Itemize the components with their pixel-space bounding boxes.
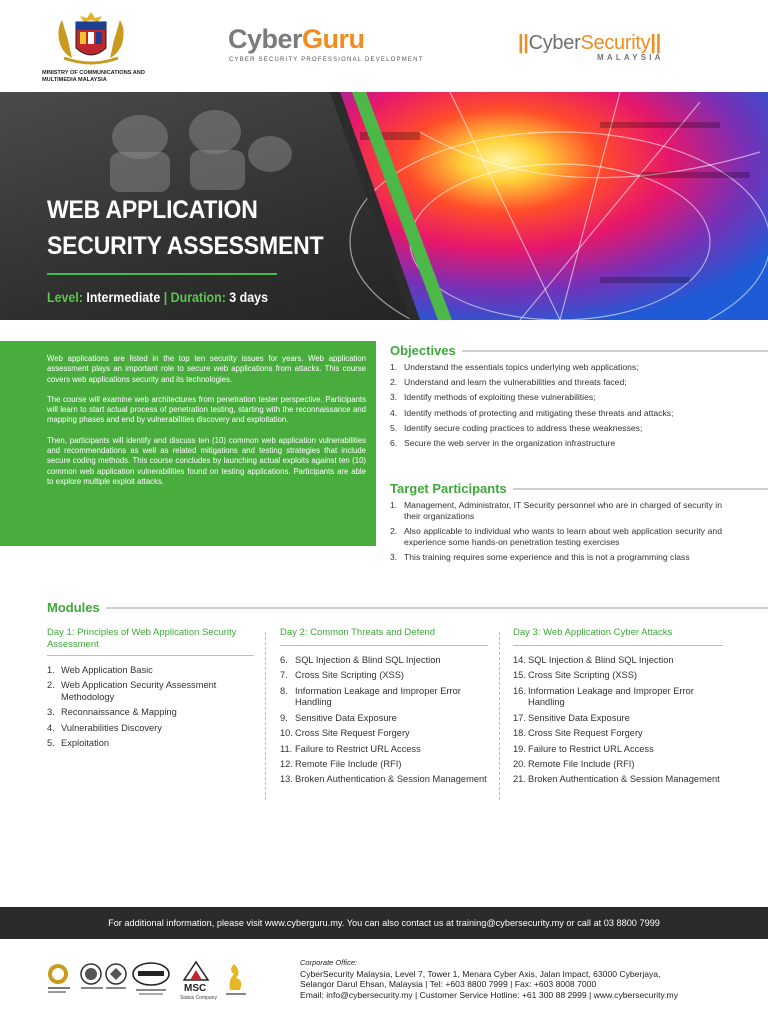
list-item-number: 5. bbox=[390, 422, 398, 433]
list-item-number: 12. bbox=[280, 758, 293, 769]
list-item-number: 19. bbox=[513, 743, 526, 754]
day-title: Day 1: Principles of Web Application Security Assessment bbox=[47, 627, 254, 656]
list-item-number: 8. bbox=[280, 685, 288, 696]
corporate-office-address bbox=[300, 958, 678, 1000]
list-item-text: Web Application Basic bbox=[61, 665, 153, 675]
list-item-text: Cross Site Request Forgery bbox=[528, 728, 643, 739]
list-item-text: Identify methods of protecting and mitigating these threats and attacks; bbox=[404, 407, 674, 418]
msc-status-icon bbox=[180, 962, 217, 1000]
list-item-text: Remote File Include (RFI) bbox=[295, 758, 402, 769]
course-meta: Level: Intermediate | Duration: 3 days bbox=[47, 290, 268, 305]
list-item-number: 16. bbox=[513, 685, 526, 696]
title-underline bbox=[47, 273, 277, 275]
list-item-text: Information Leakage and Improper Error Handling bbox=[528, 685, 694, 708]
list-item-number: 6. bbox=[280, 655, 288, 665]
list-item-number: 13. bbox=[280, 774, 293, 785]
list-item-number: 1. bbox=[47, 665, 55, 675]
list-item-text: Information Leakage and Improper Error Handling bbox=[295, 685, 461, 708]
day-title: Day 3: Web Application Cyber Attacks bbox=[513, 627, 723, 646]
list-item bbox=[390, 408, 722, 419]
list-item-number: 2. bbox=[47, 680, 55, 691]
list-item-text: Sensitive Data Exposure bbox=[528, 712, 630, 723]
list-item bbox=[280, 670, 488, 682]
list-item bbox=[390, 423, 722, 434]
module-day-2 bbox=[280, 627, 488, 790]
course-title: WEB APPLICATION SECURITY ASSESSMENT bbox=[47, 196, 324, 260]
list-item-number: 15. bbox=[513, 670, 526, 681]
list-item-text: Secure the web server in the organization infrastructure bbox=[404, 437, 616, 448]
level-label: Level: bbox=[47, 290, 83, 305]
ministry-label: MINISTRY OF COMMUNICATIONS AND MULTIMEDIA MALAYSIA bbox=[42, 70, 145, 83]
list-item-text: SQL Injection & Blind SQL Injection bbox=[295, 655, 441, 665]
list-item-text: Vulnerabilities Discovery bbox=[61, 722, 162, 733]
list-item-text: SQL Injection & Blind SQL Injection bbox=[528, 655, 674, 665]
award-emblem-icon bbox=[226, 964, 246, 995]
column-divider bbox=[265, 632, 266, 800]
list-item-text: This training requires some experience and this is not a programming class bbox=[404, 551, 690, 562]
list-item-text: Reconnaissance & Mapping bbox=[61, 707, 177, 718]
svg-text:Status Company: Status Company bbox=[180, 995, 217, 1000]
sirim-badge-icon bbox=[48, 964, 70, 993]
ukas-certification-icon bbox=[106, 964, 126, 989]
list-item-text: Understand the essentials topics underlying web applications; bbox=[404, 362, 639, 372]
list-item-number: 2. bbox=[390, 377, 398, 388]
list-item-text: Broken Authentication & Session Management bbox=[528, 774, 720, 785]
list-item-text: Web Application Security Assessment Methodology bbox=[61, 680, 217, 702]
duration-label: Duration: bbox=[170, 290, 226, 305]
module-list bbox=[513, 655, 723, 786]
malaysia-coat-of-arms-icon bbox=[54, 10, 128, 68]
list-item-number: 10. bbox=[280, 728, 293, 739]
cybersecurity-malaysia-logo: ||CyberSecurity|| bbox=[518, 32, 661, 54]
list-item bbox=[47, 680, 254, 703]
list-item bbox=[390, 526, 722, 548]
list-item bbox=[513, 655, 723, 667]
list-item bbox=[47, 665, 254, 677]
list-item bbox=[513, 686, 723, 709]
contact-info-bar bbox=[0, 907, 768, 939]
target-participants-heading: Target Participants bbox=[390, 481, 768, 496]
list-item-text: Identify secure coding practices to address these weaknesses; bbox=[404, 422, 643, 433]
list-item bbox=[513, 759, 723, 771]
list-item-number: 4. bbox=[390, 407, 398, 418]
contact-info-text: For additional information, please visit www.cyberguru.my. You can also contact us at training@cybersecurity.my or call at 03 8800 7999 bbox=[108, 918, 660, 928]
list-item bbox=[280, 713, 488, 725]
hero-banner bbox=[0, 92, 768, 320]
list-item-text: Cross Site Scripting (XSS) bbox=[295, 670, 405, 681]
list-item bbox=[390, 392, 722, 403]
list-item bbox=[390, 500, 722, 522]
office-address-line: Selangor Darul Ehsan, Malaysia | Tel: +603 8800 7999 | Fax: +603 8008 7000 bbox=[300, 979, 597, 990]
list-item-text: Broken Authentication & Session Management bbox=[295, 774, 487, 785]
list-item bbox=[390, 377, 722, 388]
module-list bbox=[47, 665, 254, 750]
list-item bbox=[280, 655, 488, 667]
list-item-number: 11. bbox=[280, 743, 293, 754]
objectives-list bbox=[390, 362, 722, 453]
list-item-number: 2. bbox=[390, 525, 398, 536]
description-paragraph: Then, participants will identify and discuss ten (10) common web application vulnerabilities and recommendations as well as related mitigations and testing strategies that include secure coding methods. This course concludes by launching actual exploits against ten (10) common web application vulnerabilities found on testing applications. Participants are able to explore multiple exploit attacks. bbox=[47, 435, 366, 486]
list-item-number: 3. bbox=[47, 707, 55, 718]
office-label: Corporate Office: bbox=[300, 958, 358, 967]
list-item bbox=[513, 713, 723, 725]
office-contact-line: Email: info@cybersecurity.my | Customer Service Hotline: +61 300 88 2999 | www.cybersecurity.my bbox=[300, 989, 679, 1000]
cyberguru-tagline: CYBER SECURITY PROFESSIONAL DEVELOPMENT bbox=[229, 57, 424, 63]
course-description bbox=[0, 341, 376, 546]
svg-text:MSC: MSC bbox=[184, 983, 207, 994]
list-item bbox=[390, 438, 722, 449]
module-day-1 bbox=[47, 627, 254, 754]
list-item bbox=[513, 728, 723, 740]
list-item bbox=[47, 738, 254, 750]
certification-logos bbox=[44, 960, 284, 1000]
list-item-number: 17. bbox=[513, 712, 526, 723]
list-item-number: 21. bbox=[513, 774, 526, 785]
list-item bbox=[513, 670, 723, 682]
list-item bbox=[280, 728, 488, 740]
column-divider bbox=[499, 632, 500, 800]
list-item bbox=[47, 707, 254, 719]
description-paragraph: Web applications are listed in the top ten security issues for years. Web application assessment plays an important role to secure web applications from attacks. This course covers web applications security and its technologies. bbox=[47, 354, 366, 384]
list-item bbox=[513, 774, 723, 786]
module-list bbox=[280, 655, 488, 786]
cyberguru-logo: CyberGuru bbox=[228, 24, 365, 54]
list-item-number: 4. bbox=[47, 722, 55, 733]
list-item-number: 7. bbox=[280, 670, 288, 681]
list-item-number: 1. bbox=[390, 362, 398, 372]
list-item-text: Management, Administrator, IT Security personnel who are in charged of security in their organizations bbox=[404, 500, 722, 521]
list-item bbox=[513, 744, 723, 756]
list-item bbox=[280, 686, 488, 709]
modules-heading: Modules bbox=[47, 600, 768, 615]
list-item-text: Failure to Restrict URL Access bbox=[528, 743, 654, 754]
list-item-text: Remote File Include (RFI) bbox=[528, 758, 635, 769]
list-item-number: 3. bbox=[390, 551, 398, 562]
page-header bbox=[0, 0, 768, 92]
module-day-3 bbox=[513, 627, 723, 790]
level-value: Intermediate bbox=[86, 290, 161, 305]
list-item-text: Cross Site Scripting (XSS) bbox=[528, 670, 638, 681]
list-item bbox=[280, 744, 488, 756]
list-item-text: Also applicable to individual who wants to learn about web application security and experience some hands-on penetration testing exercises bbox=[404, 525, 722, 547]
list-item-text: Identify methods of exploiting these vulnerabilities; bbox=[404, 392, 596, 403]
list-item-number: 1. bbox=[390, 500, 398, 510]
iso-certification-icon bbox=[81, 964, 103, 989]
list-item-number: 5. bbox=[47, 738, 55, 749]
objectives-heading: Objectives bbox=[390, 343, 768, 358]
cybersecurity-malaysia-sub: MALAYSIA bbox=[597, 53, 664, 62]
list-item-number: 9. bbox=[280, 712, 288, 723]
list-item-text: Understand and learn the vulnerabilities and threats faced; bbox=[404, 377, 627, 388]
list-item-number: 14. bbox=[513, 655, 526, 665]
list-item-number: 6. bbox=[390, 437, 398, 448]
list-item-text: Sensitive Data Exposure bbox=[295, 712, 397, 723]
list-item bbox=[280, 759, 488, 771]
list-item-text: Exploitation bbox=[61, 738, 110, 749]
description-paragraph: The course will examine web architectures from penetration tester perspective. Participants will learn to start actual process of penetration testing, starting with the reconnaissance and mapping phases and end by vulnerabilities discovery and exploitation. bbox=[47, 394, 366, 425]
list-item-number: 18. bbox=[513, 728, 526, 739]
list-item-text: Cross Site Request Forgery bbox=[295, 728, 410, 739]
list-item bbox=[47, 723, 254, 735]
list-item bbox=[390, 362, 722, 373]
duration-value: 3 days bbox=[229, 290, 268, 305]
standards-malaysia-icon bbox=[133, 963, 169, 995]
day-title: Day 2: Common Threats and Defend bbox=[280, 627, 488, 646]
office-address-line: CyberSecurity Malaysia, Level 7, Tower 1, Menara Cyber Axis, Jalan Impact, 63000 Cyberjaya, bbox=[300, 968, 661, 979]
list-item-number: 20. bbox=[513, 758, 526, 769]
list-item bbox=[390, 552, 722, 563]
target-participants-list bbox=[390, 500, 722, 567]
list-item-text: Failure to Restrict URL Access bbox=[295, 743, 421, 754]
list-item bbox=[280, 774, 488, 786]
list-item-number: 3. bbox=[390, 392, 398, 403]
